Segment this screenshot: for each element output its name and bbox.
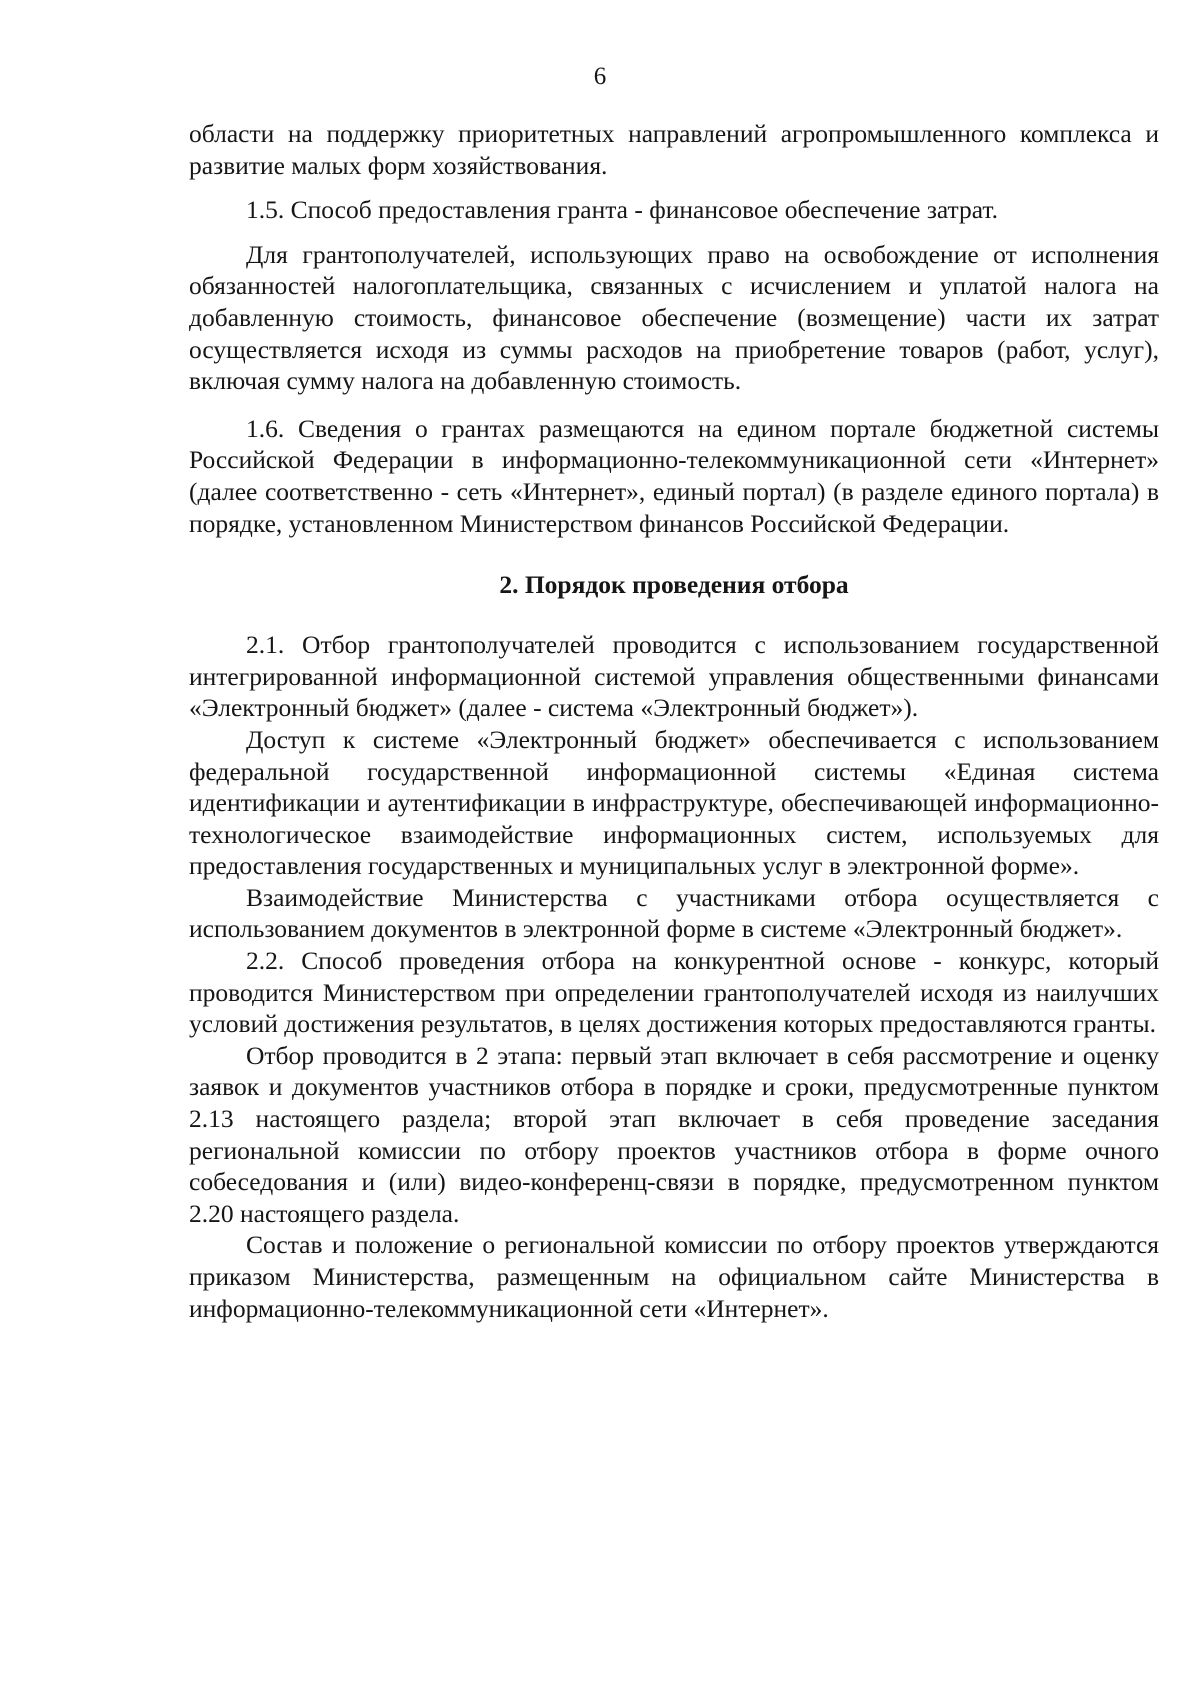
- paragraph-access: Доступ к системе «Электронный бюджет» обеспечивается с использованием федеральной государственной информационной системы «Единая система идентификации и аутентификации в инфраструктуре, обеспечивающей информационно-технологическое взаимодействие информационных систем, используемых для предоставления государственных и муниципальных услуг в электронной форме».: [189, 724, 1159, 881]
- paragraph-interaction: Взаимодействие Министерства с участниками отбора осуществляется с использованием документов в электронной форме в системе «Электронный бюджет».: [189, 882, 1159, 944]
- paragraph-1-6: 1.6. Сведения о грантах размещаются на едином портале бюджетной системы Российской Федерации в информационно-телекоммуникационной сети «Интернет» (далее соответственно - сеть «Интернет», единый портал) (в разделе единого портала) в порядке, установленном Министерством финансов Российской Федерации.: [189, 413, 1159, 538]
- paragraph-2-1: 2.1. Отбор грантополучателей проводится с использованием государственной интегрированной информационной системой управления общественными финансами «Электронный бюджет» (далее - система «Электронный бюджет»).: [189, 630, 1159, 723]
- paragraph-continuation: области на поддержку приоритетных направлений агропромышленного комплекса и развитие малых форм хозяйствования.: [189, 119, 1159, 180]
- paragraph-1-5: 1.5. Способ предоставления гранта - финансовое обеспечение затрат.: [246, 195, 999, 225]
- page-number: 6: [593, 63, 607, 90]
- paragraph-commission: Состав и положение о региональной комиссии по отбору проектов утверждаются приказом Министерства, размещенным на официальном сайте Министерства в информационно-телекоммуникационной сети «Интернет».: [189, 1230, 1159, 1323]
- paragraph-vat-exemption: Для грантополучателей, использующих право на освобождение от исполнения обязанностей налогоплательщика, связанных с исчислением и уплатой налога на добавленную стоимость, финансовое обеспечение (возмещение) части их затрат осуществляется исходя из суммы расходов на приобретение товаров (работ, услуг), включая сумму налога на добавленную стоимость.: [189, 239, 1159, 396]
- paragraph-2-2: 2.2. Способ проведения отбора на конкурентной основе - конкурс, который проводится Министерством при определении грантополучателей исходя из наилучших условий достижения результатов, в целях достижения которых предоставляются гранты.: [189, 946, 1159, 1039]
- document-body: [189, 118, 1159, 1324]
- paragraph-stages: Отбор проводится в 2 этапа: первый этап включает в себя рассмотрение и оценку заявок и документов участников отбора в порядке и сроки, предусмотренные пунктом 2.13 настоящего раздела; второй этап включает в себя проведение заседания региональной комиссии по отбору проектов участников отбора в форме очного собеседования и (или) видео-конференц-связи в порядке, предусмотренном пунктом 2.20 настоящего раздела.: [189, 1040, 1159, 1228]
- section-heading: 2. Порядок проведения отбора: [499, 570, 849, 600]
